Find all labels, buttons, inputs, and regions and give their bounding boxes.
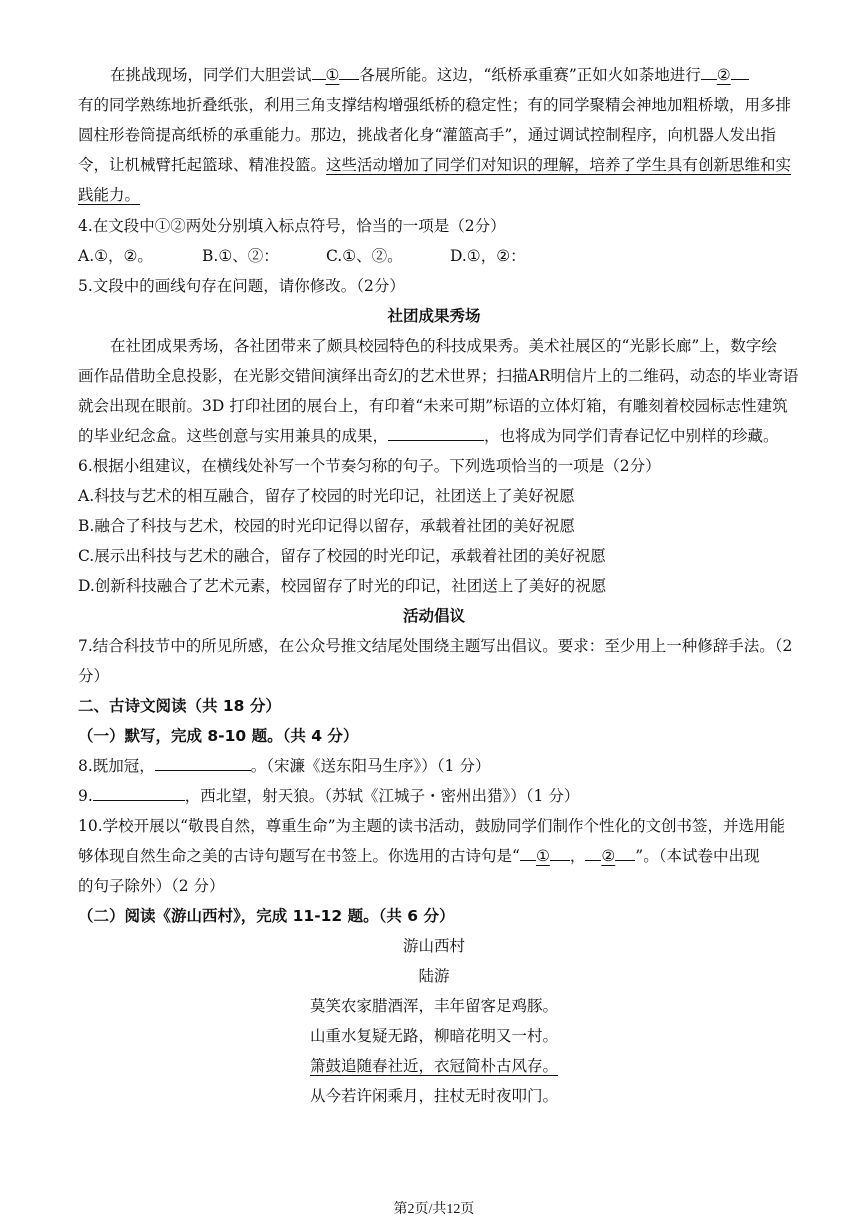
passage1-line-3: 圆柱形卷筒提高纸桥的承重能力。那边，挑战者化身“灌篮高手”，通过调试控制程序，向机器人发出指 [78, 126, 776, 144]
section-heading-club: 社团成果秀场 [387, 307, 481, 325]
passage2-line-2: 画作品借助全息投影，在光影交错间演绎出奇幻的艺术世界；扫描AR明信片上的二维码，动态的毕业寄语 [78, 367, 799, 385]
subsection-2-title: （二）阅读《游山西村》，完成 11-12 题。（共 6 分） [78, 907, 455, 925]
underlined-sentence: 这些活动增加了同学们对知识的理解，培养了学生具有创新思维和实 [326, 156, 792, 174]
passage1-text: 在挑战现场，同学们大胆尝试 [110, 66, 312, 84]
poem-line-4: 从今若许闲乘月，拄杖无时夜叩门。 [309, 1087, 558, 1105]
option-b: B.①、②： [202, 247, 279, 265]
poem-line-1: 莫笑农家腊酒浑，丰年留客足鸡豚。 [309, 997, 558, 1015]
passage1-line-2: 有的同学熟练地折叠纸张，利用三角支撑结构增强纸桥的稳定性；有的同学聚精会神地加粗桥墩，用多排 [78, 96, 792, 114]
poem-line-3 [0, 1051, 868, 1081]
page-number-footer: 第2页/共12页 [393, 1202, 475, 1217]
passage1-line-5 [78, 180, 790, 210]
section-2-title: 二、古诗文阅读（共 18 分） [78, 697, 281, 715]
answer-blank [388, 422, 484, 441]
passage2-line-4 [78, 421, 790, 451]
blank-line [585, 842, 601, 861]
option-a: A.①，②。 [78, 247, 153, 265]
answer-blank [93, 782, 185, 801]
passage1-line-1 [110, 60, 790, 90]
underlined-sentence: 践能力。 [78, 186, 141, 204]
passage2-line-1: 在社团成果秀场，各社团带来了颇具校园特色的科技成果秀。美术社展区的“光影长廊”上，数字绘 [110, 337, 777, 355]
passage1-text: 令，让机械臂托起篮球、精准投篮。 [78, 156, 327, 174]
answer-blank [155, 752, 251, 771]
blank-2-marker: ② [716, 66, 731, 84]
question-10-line-1: 10.学校开展以“敬畏自然，尊重生命”为主题的读书活动，鼓励同学们制作个性化的文创书签，并选用能 [78, 817, 786, 835]
blank-line [731, 61, 749, 80]
question-7-line-1: 7.结合科技节中的所见所感，在公众号推文结尾处围绕主题写出倡议。要求：至少用上一种修辞手法。（2 [78, 637, 793, 655]
question-9-number: 9. [78, 787, 93, 805]
blank-1-marker: ① [535, 847, 550, 865]
option-d: D.创新科技融合了艺术元素，校园留存了时光的印记，社团送上了美好的祝愿 [78, 577, 607, 595]
question-5: 5.文段中的画线句存在问题，请你修改。（2分） [78, 277, 405, 295]
section-heading-proposal: 活动倡议 [402, 607, 465, 625]
subsection-1-title: （一）默写，完成 8-10 题。（共 4 分） [78, 727, 359, 745]
question-10-text: ”。（本试卷中出现 [635, 847, 760, 865]
blank-line [701, 61, 717, 80]
blank-1-marker: ① [325, 66, 340, 84]
underlined-poem-line: 箫鼓追随春社近，衣冠简朴古风存。 [309, 1057, 558, 1075]
option-d: D.①，②： [450, 247, 526, 265]
passage1-line-4 [78, 150, 790, 180]
passage2-line-3: 就会出现在眼前。3D 打印社团的展台上，有印着“未来可期”标语的立体灯箱，有雕刻着校园标志性建筑 [78, 397, 788, 415]
blank-2-marker: ② [601, 847, 616, 865]
question-10-line-3: 的句子除外）（2 分） [78, 877, 225, 895]
question-4-stem: 4.在文段中①②两处分别填入标点符号，恰当的一项是（2分） [78, 217, 506, 235]
question-10-text: 够体现自然生命之美的古诗句题写在书签上。你选用的古诗句是“ [78, 847, 520, 865]
question-6-stem: 6.根据小组建议，在横线处补写一个节奏匀称的句子。下列选项恰当的一项是（2分） [78, 457, 661, 475]
option-a: A.科技与艺术的相互融合，留存了校园的时光印记，社团送上了美好祝愿 [78, 487, 575, 505]
question-8 [78, 751, 790, 781]
poem-title: 游山西村 [402, 937, 465, 955]
option-c: C.展示出科技与艺术的融合，留存了校园的时光印记，承载着社团的美好祝愿 [78, 547, 606, 565]
passage2-text: 的毕业纪念盒。这些创意与实用兼具的成果， [78, 427, 389, 445]
passage1-text: 各展所能。这边，“纸桥承重赛”正如火如荼地进行 [359, 66, 701, 84]
question-8-text: 8.既加冠， [78, 757, 155, 775]
question-10-comma: ， [569, 847, 586, 865]
blank-line [550, 842, 570, 861]
question-7-line-2: 分） [78, 667, 110, 685]
question-4-options [78, 241, 790, 271]
passage2-text: ，也将成为同学们青春记忆中别样的珍藏。 [484, 427, 779, 445]
question-8-source: 。（宋濂《送东阳马生序》）（1 分） [250, 757, 491, 775]
option-b: B.融合了科技与艺术，校园的时光印记得以留存，承载着社团的美好祝愿 [78, 517, 575, 535]
blank-line [312, 61, 326, 80]
blank-line [615, 842, 635, 861]
blank-line [520, 842, 536, 861]
poem-author: 陆游 [418, 967, 450, 985]
question-9 [78, 781, 790, 811]
blank-line [339, 61, 359, 80]
question-9-text: ，西北望，射天狼。（苏轼《江城子・密州出猎》）（1 分） [184, 787, 580, 805]
poem-line-2: 山重水复疑无路，柳暗花明又一村。 [309, 1027, 558, 1045]
option-c: C.①、②。 [326, 247, 403, 265]
question-10-line-2 [78, 841, 790, 871]
